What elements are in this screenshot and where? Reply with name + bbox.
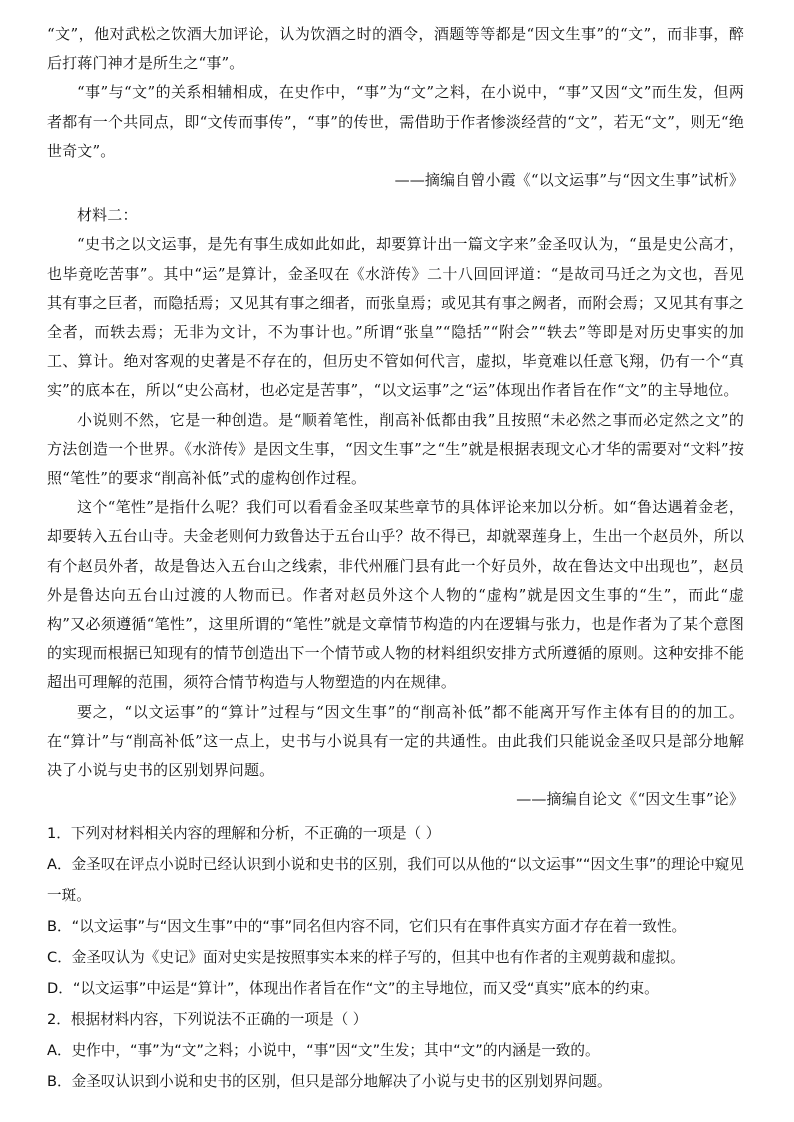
material-two [47, 201, 744, 814]
material-one-excerpt [47, 20, 744, 195]
question-2 [47, 1004, 744, 1097]
option-b[interactable]: B．“以文运事”与“因文生事”中的“事”同名但内容不同，它们只有在事件真实方面才存在着一致性。 [47, 918, 687, 936]
material-two-paragraph-2: 小说则不然，它是一种创造。是“顺着笔性，削高补低都由我”且按照“未必然之事而必定然之文”的方法创造一个世界。《水浒传》是因文生事，“因文生事”之“生”就是根据表现文心才华的需要对“文料”按照“笔性”的要求“削高补低”式的虚构创作过程。 [47, 410, 744, 488]
material-one-paragraph-tail: “文”，他对武松之饮酒大加评论，认为饮酒之时的酒令，酒题等等都是“因文生事”的“文”，而非事，醉后打蒋门神才是所生之“事”。 [47, 25, 744, 73]
option-a[interactable]: A．金圣叹在评点小说时已经认识到小说和史书的区别，我们可以从他的“以文运事”“因文生事”的理论中窥见一斑。 [47, 856, 744, 905]
questions [47, 818, 744, 1097]
material-one-source: ——摘编自曾小霞《“以文运事”与“因文生事”试析》 [394, 171, 744, 190]
material-two-label: 材料二： [77, 206, 138, 225]
question-1 [47, 818, 744, 1004]
option-a[interactable]: A．史作中，“事”为“文”之料；小说中，“事”因“文”生发；其中“文”的内涵是一致的。 [47, 1042, 600, 1060]
question-stem: 1．下列对材料相关内容的理解和分析，不正确的一项是（ ） [47, 825, 441, 843]
material-one-paragraph-relation: “事”与“文”的关系相辅相成，在史作中，“事”为“文”之料，在小说中，“事”又因“文”而生发，但两者都有一个共同点，即“文传而事传”，“事”的传世，需借助于作者惨淡经营的“文”，若无“文”，则无“绝世奇文”。 [47, 83, 744, 160]
material-two-paragraph-1: “史书之以文运事，是先有事生成如此如此，却要算计出一篇文字来”金圣叹认为，“虽是史公高才，也毕竟吃苦事”。其中“运”是算计，金圣叹在《水浒传》二十八回回评道：“是故司马迁之为文也，吾见其有事之巨者，而隐括焉；又见其有事之细者，而张皇焉；或见其有事之阙者，而附会焉；又见其有事之全者，而轶去焉；无非为文计，不为事计也。”所谓“张皇”“隐括”“附会”“轶去”等即是对历史事实的加工、算计。绝对客观的史著是不存在的，但历史不管如何代言，虚拟，毕竟难以任意飞翔，仍有一个“真实”的底本在，所以“史公高材，也必定是苦事”，“以文运事”之“运”体现出作者旨在作“文”的主导地位。 [47, 235, 744, 400]
option-c[interactable]: C．金圣叹认为《史记》面对史实是按照事实本来的样子写的，但其中也有作者的主观剪裁和虚拟。 [47, 949, 685, 967]
question-stem: 2．根据材料内容，下列说法不正确的一项是（ ） [47, 1011, 368, 1029]
material-two-paragraph-4: 要之，“以文运事”的“算计”过程与“因文生事”的“削高补低”都不能离开写作主体有目的的加工。在“算计”与“削高补低”这一点上，史书与小说具有一定的共通性。由此我们只能说金圣叹只是部分地解决了小说与史书的区别划界问题。 [47, 702, 744, 780]
material-two-paragraph-3: 这个“笔性”是指什么呢？我们可以看看金圣叹某些章节的具体评论来加以分析。如“鲁达遇着金老，却要转入五台山寺。夫金老则何力致鲁达于五台山乎？故不得已，却就翠莲身上，生出一个赵员外，所以有个赵员外者，故是鲁达入五台山之线索，非代州雁门县有此一个好员外，故在鲁达文中出现也”，赵员外是鲁达向五台山过渡的人物而已。作者对赵员外这个人物的“虚构”就是因文生事的“生”，而此“虚构”又必须遵循“笔性”，这里所谓的“笔性”就是文章情节构造的内在逻辑与张力，也是作者为了某个意图的实现而根据已知现有的情节创造出下一个情节或人物的材料组织安排方式所遵循的原则。这种安排不能超出可理解的范围，须符合情节构造与人物塑造的内在规律。 [47, 498, 744, 692]
material-two-source: ——摘编自论文《“因文生事”论》 [516, 790, 744, 809]
option-b[interactable]: B．金圣叹认识到小说和史书的区别，但只是部分地解决了小说与史书的区别划界问题。 [47, 1073, 612, 1091]
option-d[interactable]: D．“以文运事”中运是“算计”，体现出作者旨在作“文”的主导地位，而又受“真实”底本的约束。 [47, 980, 659, 998]
